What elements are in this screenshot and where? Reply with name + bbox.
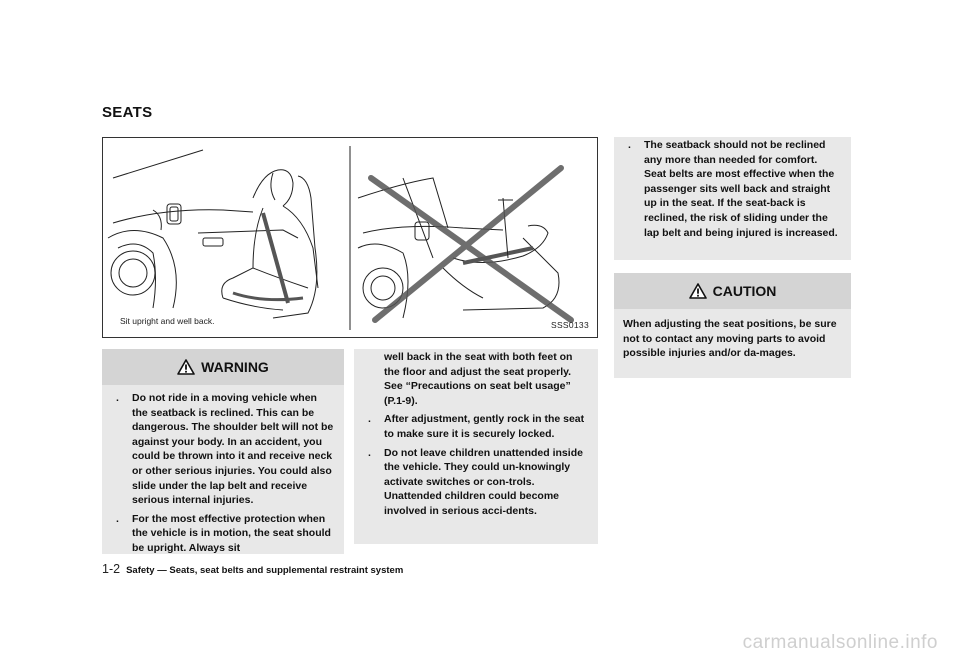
caution-box bbox=[614, 273, 851, 378]
warning-box-continued bbox=[354, 349, 598, 544]
warning-item: . Do not ride in a moving vehicle when the seatback is reclined. This can be dangerous. The shoulder belt will not be against your body. In an accident, you could be thrown into it and receive neck or other serious injuries. You could also slide under the lap belt and receive serious internal injuries. bbox=[116, 392, 334, 507]
warning-heading: WARNING bbox=[201, 359, 269, 375]
warning-header bbox=[102, 349, 344, 385]
chapter-title: Safety — Seats, seat belts and supplemental restraint system bbox=[126, 565, 404, 576]
caution-triangle-icon bbox=[689, 283, 707, 299]
seating-illustration bbox=[102, 137, 598, 338]
page-footer bbox=[102, 562, 403, 576]
page-number: 1-2 bbox=[102, 562, 121, 576]
figure-caption: Sit upright and well back. bbox=[120, 316, 215, 326]
warning-triangle-icon bbox=[177, 359, 195, 375]
warning-item: . For the most effective protection when the vehicle is in motion, the seat should be upright. Always sit bbox=[116, 512, 331, 554]
caution-header bbox=[614, 273, 851, 309]
warning-item: . Do not leave children unattended inside the vehicle. They could un-knowingly activate switches or con-trols. Unattended children could become involved in serious acci-dents. bbox=[368, 446, 583, 517]
warning-continued-text: well back in the seat with both feet on the floor and adjust the seat properly. See “Precautions on seat belt usage” (P.1-9). bbox=[384, 351, 573, 407]
seatback-note: . The seatback should not be reclined any more than needed for comfort. Seat belts are most effective when the passenger sits well back and straight up in the seat. If the seat-back is reclined, the risk of sliding under the lap belt and being injured is increased. bbox=[628, 139, 838, 239]
section-title: SEATS bbox=[102, 104, 153, 121]
figure-code: SSS0133 bbox=[550, 320, 589, 330]
caution-heading: CAUTION bbox=[712, 283, 777, 299]
seatback-note-box bbox=[614, 137, 851, 260]
caution-text: When adjusting the seat positions, be sure not to contact any moving parts to avoid possible injuries and/or da-mages. bbox=[623, 318, 837, 360]
illustration-drawing bbox=[103, 138, 597, 337]
warning-box bbox=[102, 349, 344, 554]
warning-item: . After adjustment, gently rock in the seat to make sure it is securely locked. bbox=[368, 413, 585, 440]
watermark: carmanualsonline.info bbox=[742, 632, 938, 653]
